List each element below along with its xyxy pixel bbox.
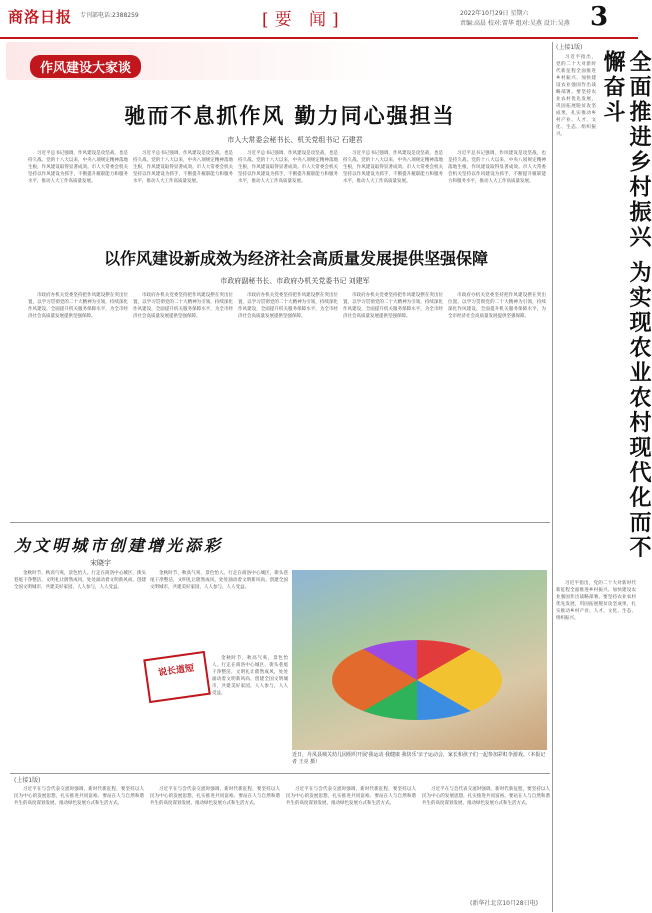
bottom-column-2: 习近平在与会代表交流时强调，新时代新征程，要坚持以人民为中心的发展思想，扎实推进共同富裕。要站在人与自然和谐共生的高度谋划发展，推动绿色发展方式和生活方式。 [150,787,280,806]
sidebar-continued-tag: (上接1版) [556,44,583,51]
article3-headline: 为文明城市创建增光添彩 [14,536,224,555]
sidebar-headline: 全面推进乡村振兴 为实现农业农村现代化而不懈奋斗 [600,50,652,561]
news-photo [292,570,547,750]
article1-column-2: 习近平总书记强调，作风建设是攻坚战，也是持久战。党的十八大以来，中央八项规定精神落地生根，作风建设取得显著成效。市人大常委会机关坚持以作风建设为抓手，不断提升履职能力和服务水平，推动人大工作高质量发展。 [133,151,233,184]
commentary-stamp: 说长道短 [143,651,211,703]
news-source: (新华社北京10月28日电) [470,900,538,907]
masthead-rule [0,37,638,39]
section-rule [10,522,550,523]
article2-column-3: 市政府办机关党委坚持把作风建设摆在突出位置，以学习贯彻党的二十大精神为引领，持续深化作风建设，全面提升机关服务保障水平，为全市经济社会高质量发展提供坚强保障。 [238,293,338,319]
article2-headline: 以作风建设新成效为经济社会高质量发展提供坚强保障 [103,249,488,268]
series-label: 作风建设大家谈 [30,55,141,78]
bottom-continued-tag: (上接1版) [14,777,41,784]
sidebar-column: 习近平指出，党的二十大对新时代新征程全面推进乡村振兴、加快建设农业强国作出战略部署。要坚持农业农村优先发展，巩固拓展脱贫攻坚成果，扎实推动乡村产业、人才、文化、生态、组织振兴。 [556,55,596,137]
bottom-column-4: 习近平在与会代表交流时强调，新时代新征程，要坚持以人民为中心的发展思想，扎实推进共同富裕。要站在人与自然和谐共生的高度谋划发展，推动绿色发展方式和生活方式。 [422,787,550,806]
bottom-rule [10,773,550,774]
article2-column-1: 市政府办机关党委坚持把作风建设摆在突出位置，以学习贯彻党的二十大精神为引领，持续深化作风建设，全面提升机关服务保障水平，为全市经济社会高质量发展提供坚强保障。 [28,293,128,319]
bottom-column-1: 习近平在与会代表交流时强调，新时代新征程，要坚持以人民为中心的发展思想，扎实推进共同富裕。要站在人与自然和谐共生的高度谋划发展，推动绿色发展方式和生活方式。 [14,787,144,806]
bottom-column-3: 习近平在与会代表交流时强调，新时代新征程，要坚持以人民为中心的发展思想，扎实推进共同富裕。要站在人与自然和谐共生的高度谋划发展，推动绿色发展方式和生活方式。 [286,787,416,806]
issue-date: 2022年10月29日 星期六 [460,10,529,17]
article2-column-2: 市政府办机关党委坚持把作风建设摆在突出位置，以学习贯彻党的二十大精神为引领，持续深化作风建设，全面提升机关服务保障水平，为全市经济社会高质量发展提供坚强保障。 [133,293,233,319]
article1-column-1: 习近平总书记强调，作风建设是攻坚战，也是持久战。党的十八大以来，中央八项规定精神落地生根，作风建设取得显著成效。市人大常委会机关坚持以作风建设为抓手，不断提升履职能力和服务水平，推动人大工作高质量发展。 [28,151,128,184]
article2-column-4: 市政府办机关党委坚持把作风建设摆在突出位置，以学习贯彻党的二十大精神为引领，持续深化作风建设，全面提升机关服务保障水平，为全市经济社会高质量发展提供坚强保障。 [343,293,443,319]
section-title: [要 闻] [262,10,345,30]
article2-column-5: 市政府办机关党委坚持把作风建设摆在突出位置，以学习贯彻党的二十大精神为引领，持续深化作风建设，全面提升机关服务保障水平，为全市经济社会高质量发展提供坚强保障。 [448,293,546,319]
photo-caption: 近日，丹凤县城关幼儿园组织开展'我运动 我健康 我快乐'亲子运动会，家长和孩子们一起参加彩虹伞游戏。（本报记者 王亮 摄） [292,752,546,765]
article2-byline: 市政府副秘书长、市政府办机关党委书记 刘建军 [220,277,370,285]
column-divider [552,42,553,912]
article3-column-2: 金秋时节，秋高气爽，景色怡人。行走在商洛中心城区，街头巷尾干净整洁，文明礼让蔚然成风，处处涌动着文明新风尚。创建全国文明城市，共建美好家园，人人参与，人人受益。 [150,571,288,590]
article3-column-2b: 金秋时节，秋高气爽，景色怡人。行走在商洛中心城区，街头巷尾干净整洁，文明礼让蔚然成风，处处涌动着文明新风尚。创建全国文明城市，共建美好家园，人人参与，人人受益。 [212,656,288,696]
contact-info: 专刊部电话:2388259 [80,12,139,19]
newspaper-logo: 商洛日报 [8,8,73,26]
page-number: 3 [590,2,609,32]
article1-headline: 驰而不息抓作风 勤力同心强担当 [124,103,456,128]
article3-column-1: 金秋时节，秋高气爽，景色怡人。行走在商洛中心城区，街头巷尾干净整洁，文明礼让蔚然成风，处处涌动着文明新风尚。创建全国文明城市，共建美好家园，人人参与，人人受益。 [14,571,146,590]
article3-byline: 宋晓宇 [90,559,111,567]
article1-byline: 市人大常委会秘书长、机关党组书记 石建君 [227,136,363,144]
rainbow-parachute-image [332,640,502,720]
article1-column-5: 习近平总书记强调，作风建设是攻坚战，也是持久战。党的十八大以来，中央八项规定精神落地生根，作风建设取得显著成效。市人大常委会机关坚持以作风建设为抓手，不断提升履职能力和服务水平，推动人大工作高质量发展。 [448,151,546,184]
article1-column-3: 习近平总书记强调，作风建设是攻坚战，也是持久战。党的十八大以来，中央八项规定精神落地生根，作风建设取得显著成效。市人大常委会机关坚持以作风建设为抓手，不断提升履职能力和服务水平，推动人大工作高质量发展。 [238,151,338,184]
article1-column-4: 习近平总书记强调，作风建设是攻坚战，也是持久战。党的十八大以来，中央八项规定精神落地生根，作风建设取得显著成效。市人大常委会机关坚持以作风建设为抓手，不断提升履职能力和服务水平，推动人大工作高质量发展。 [343,151,443,184]
editor-credits: 责编:高晨 校对:雷华 组对:吴燕 设计:吴燕 [460,20,570,27]
sidebar-lower-column: 习近平指出，党的二十大对新时代新征程全面推进乡村振兴、加快建设农业强国作出战略部署。要坚持农业农村优先发展，巩固拓展脱贫攻坚成果，扎实推动乡村产业、人才、文化、生态、组织振兴。 [556,581,636,621]
